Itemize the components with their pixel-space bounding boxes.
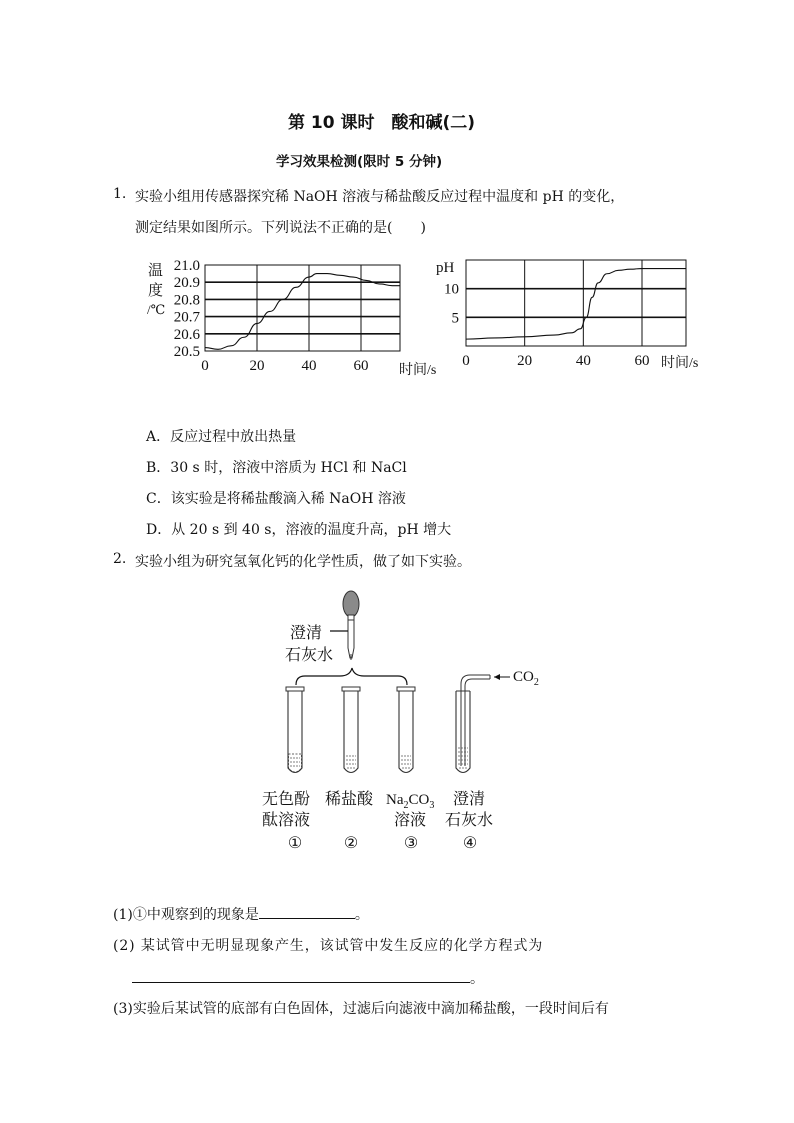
ph-xtick-label: 0 bbox=[462, 353, 470, 369]
option-text: 30 s 时，溶液中溶质为 HCl 和 NaCl bbox=[170, 460, 407, 476]
dropper-label-line1: 澄清 bbox=[290, 625, 323, 642]
ph-xtick-label: 40 bbox=[575, 353, 591, 369]
temperature-chart bbox=[147, 258, 436, 378]
option-label: B． bbox=[146, 460, 171, 476]
ph-xtick-label: 60 bbox=[634, 353, 650, 369]
q2-sub1 bbox=[113, 904, 369, 924]
q2-sub2: (2) 某试管中无明显现象产生，该试管中发生反应的化学方程式为 bbox=[113, 938, 544, 954]
q1-option-a[interactable] bbox=[146, 426, 296, 446]
test-tube-with-gas-tube-icon bbox=[456, 675, 490, 773]
q2-sub3: (3)实验后某试管的底部有白色固体，过滤后向滤液中滴加稀盐酸，一段时间后有 bbox=[113, 1001, 609, 1017]
temp-xtick-label: 20 bbox=[249, 358, 265, 374]
temp-xtick-label: 60 bbox=[353, 358, 369, 374]
q2-number: 2. bbox=[113, 551, 127, 567]
dropper-label-line2: 石灰水 bbox=[285, 647, 334, 664]
ph-xtick-label: 20 bbox=[517, 353, 533, 369]
q1-option-d[interactable] bbox=[146, 519, 451, 539]
temp-series-line bbox=[205, 274, 400, 350]
option-label: A． bbox=[146, 429, 171, 445]
ph-plot-frame bbox=[466, 260, 686, 346]
gas-label: $CO_2$ bbox=[513, 669, 539, 688]
tube1-label-line2: 酞溶液 bbox=[262, 812, 311, 829]
tube3-number: ③ bbox=[403, 835, 419, 852]
ph-chart bbox=[436, 260, 698, 371]
q1-stem-line2: 测定结果如图所示。下列说法不正确的是( ) bbox=[135, 220, 426, 236]
test-tube-icon bbox=[342, 687, 360, 773]
temp-ylabel-char-3: /℃ bbox=[147, 302, 166, 317]
temp-plot-frame bbox=[205, 265, 400, 351]
q2-sub1-text: (1)①中观察到的现象是 bbox=[113, 907, 259, 923]
option-label: D． bbox=[146, 522, 172, 538]
tube1-label-line1: 无色酚 bbox=[262, 791, 311, 808]
test-tube-icon bbox=[286, 687, 304, 773]
option-label: C． bbox=[146, 491, 171, 507]
page-subtitle: 学习效果检测(限时 5 分钟) bbox=[276, 154, 443, 170]
temp-ytick-label: 20.7 bbox=[173, 309, 200, 326]
tube3-label-line2: 溶液 bbox=[394, 812, 427, 829]
ph-series-line bbox=[466, 269, 686, 340]
ph-xlabel: 时间/s bbox=[661, 356, 699, 371]
temp-ytick-label: 20.9 bbox=[173, 275, 200, 292]
tube2-number: ② bbox=[343, 835, 359, 852]
ph-ytick-label: 10 bbox=[444, 281, 459, 298]
ph-ylabel: pH bbox=[436, 260, 455, 276]
q2-sub1-suffix: 。 bbox=[354, 907, 369, 923]
temp-ylabel-char-1: 温 bbox=[148, 263, 164, 279]
tube4-label-line2: 石灰水 bbox=[445, 812, 494, 829]
temp-ytick-label: 20.6 bbox=[173, 326, 200, 343]
q2-sub2-answer-line bbox=[132, 968, 484, 988]
q1-number: 1. bbox=[113, 186, 127, 202]
q2-stem: 实验小组为研究氢氧化钙的化学性质，做了如下实验。 bbox=[135, 554, 471, 570]
tube2-label-line1: 稀盐酸 bbox=[325, 791, 374, 808]
answer-blank-1[interactable] bbox=[259, 904, 355, 919]
dropper-icon bbox=[343, 591, 359, 660]
page-title: 第 10 课时 酸和碱(二) bbox=[288, 113, 476, 133]
option-text: 反应过程中放出热量 bbox=[170, 429, 297, 445]
brace bbox=[296, 668, 407, 685]
q1-charts bbox=[0, 250, 794, 410]
experiment-figure bbox=[0, 580, 794, 860]
option-text: 该实验是将稀盐酸滴入稀 NaOH 溶液 bbox=[170, 491, 406, 507]
test-tube-icon bbox=[397, 687, 415, 773]
temp-xtick-label: 0 bbox=[201, 358, 209, 374]
tube3-label-line1: $Na_2CO_3$ bbox=[386, 792, 435, 811]
q1-option-b[interactable] bbox=[146, 457, 407, 477]
tube1-number: ① bbox=[287, 835, 303, 852]
temp-ytick-label: 20.5 bbox=[173, 344, 200, 360]
temp-xtick-label: 40 bbox=[301, 358, 317, 374]
q1-option-c[interactable] bbox=[146, 488, 406, 508]
q1-stem-line1: 实验小组用传感器探究稀 NaOH 溶液与稀盐酸反应过程中温度和 pH 的变化， bbox=[135, 189, 625, 205]
q2-sub2-suffix: 。 bbox=[470, 971, 484, 987]
temp-ytick-label: 20.8 bbox=[173, 292, 200, 309]
temp-xlabel: 时间/s bbox=[399, 363, 437, 378]
arrow-left-icon bbox=[494, 674, 510, 680]
temp-ylabel-char-2: 度 bbox=[148, 283, 164, 299]
temp-ytick-label: 21.0 bbox=[173, 258, 200, 274]
tube4-label-line1: 澄清 bbox=[453, 791, 486, 808]
tube4-number: ④ bbox=[462, 835, 478, 852]
ph-ytick-label: 5 bbox=[451, 310, 459, 327]
answer-blank-2[interactable] bbox=[132, 968, 470, 983]
option-text: 从 20 s 到 40 s，溶液的温度升高，pH 增大 bbox=[171, 522, 452, 538]
